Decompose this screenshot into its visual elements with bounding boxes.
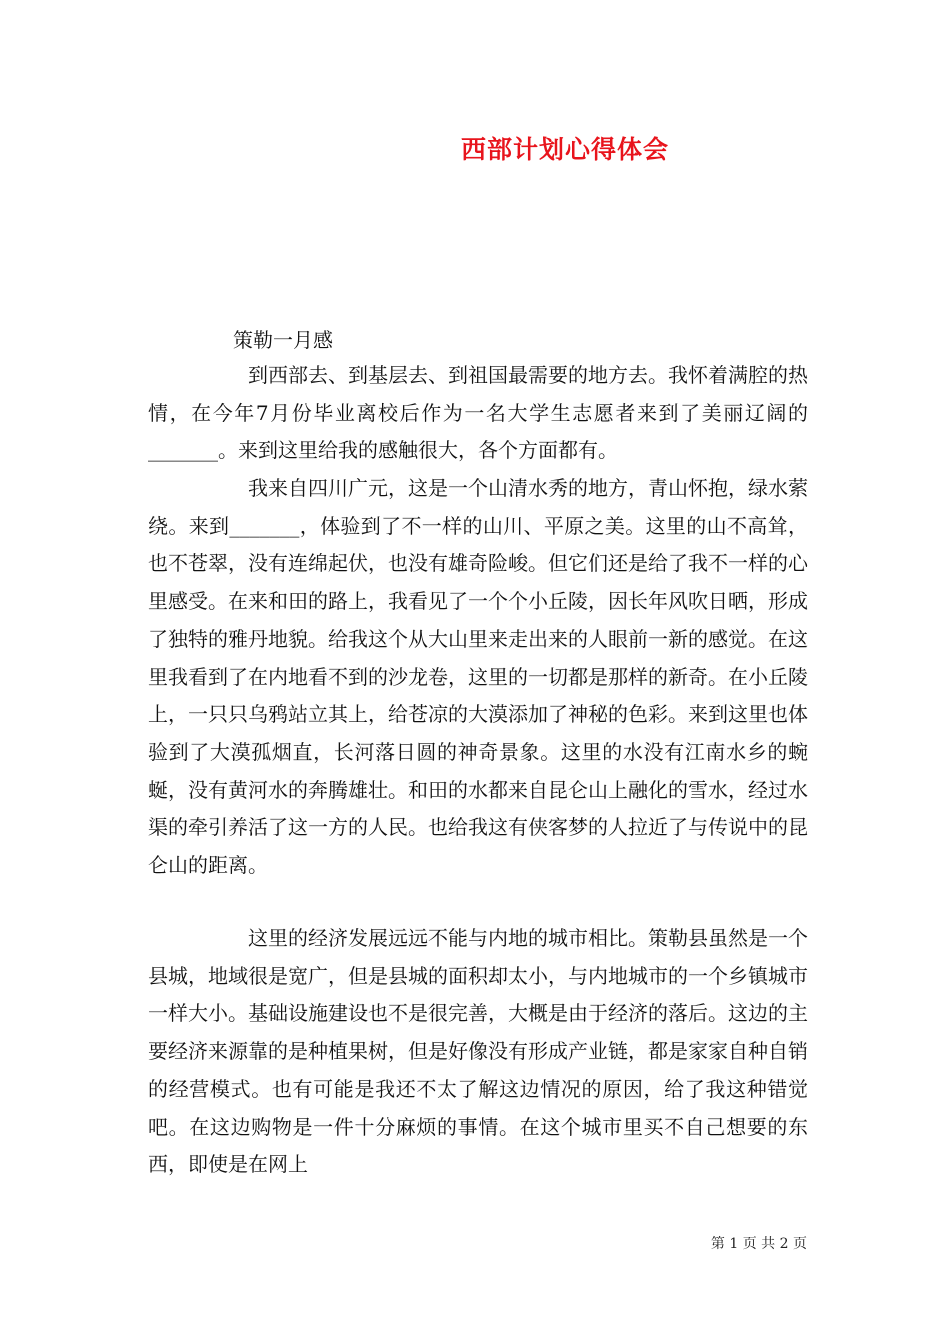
paragraph-1: 到西部去、到基层去、到祖国最需要的地方去。我怀着满腔的热情，在今年7月份毕业离校后作为一名大学生志愿者来到了美丽辽阔的_______。来到这里给我的感触很大，各个方面都有。 (148, 363, 808, 463)
document-title: 西部计划心得体会 (460, 135, 669, 164)
page-number: 第 1 页 共 2 页 (710, 1236, 807, 1252)
paragraph-3: 这里的经济发展远远不能与内地的城市相比。策勒县虽然是一个县城，地域很是宽广，但是县城的面积却太小，与内地城市的一个乡镇城市一样大小。基础设施建设也不是很完善，大概是由于经济的落后。这边的主要经济来源靠的是种植果树，但是好像没有形成产业链，都是家家自种自销的经营模式。也有可能是我还不太了解这边情况的原因，给了我这种错觉吧。在这边购物是一件十分麻烦的事情。在这个城市里买不自己想要的东西，即使是在网上 (148, 926, 808, 1177)
paragraph-2: 我来自四川广元，这是一个山清水秀的地方，青山怀抱，绿水萦绕。来到_______，体验到了不一样的山川、平原之美。这里的山不高耸，也不苍翠，没有连绵起伏，也没有雄奇险峻。但它们还是给了我不一样的心里感受。在来和田的路上，我看见了一个个小丘陵，因长年风吹日晒，形成了独特的雅丹地貌。给我这个从大山里来走出来的人眼前一新的感觉。在这里我看到了在内地看不到的沙龙卷，这里的一切都是那样的新奇。在小丘陵上，一只只乌鸦站立其上，给苍凉的大漠添加了神秘的色彩。来到这里也体验到了大漠孤烟直，长河落日圆的神奇景象。这里的水没有江南水乡的蜿蜒，没有黄河水的奔腾雄壮。和田的水都来自昆仑山上融化的雪水，经过水渠的牵引养活了这一方的人民。也给我这有侠客梦的人拉近了与传说中的昆仑山的距离。 (148, 476, 808, 878)
document-subtitle: 策勒一月感 (233, 328, 333, 352)
